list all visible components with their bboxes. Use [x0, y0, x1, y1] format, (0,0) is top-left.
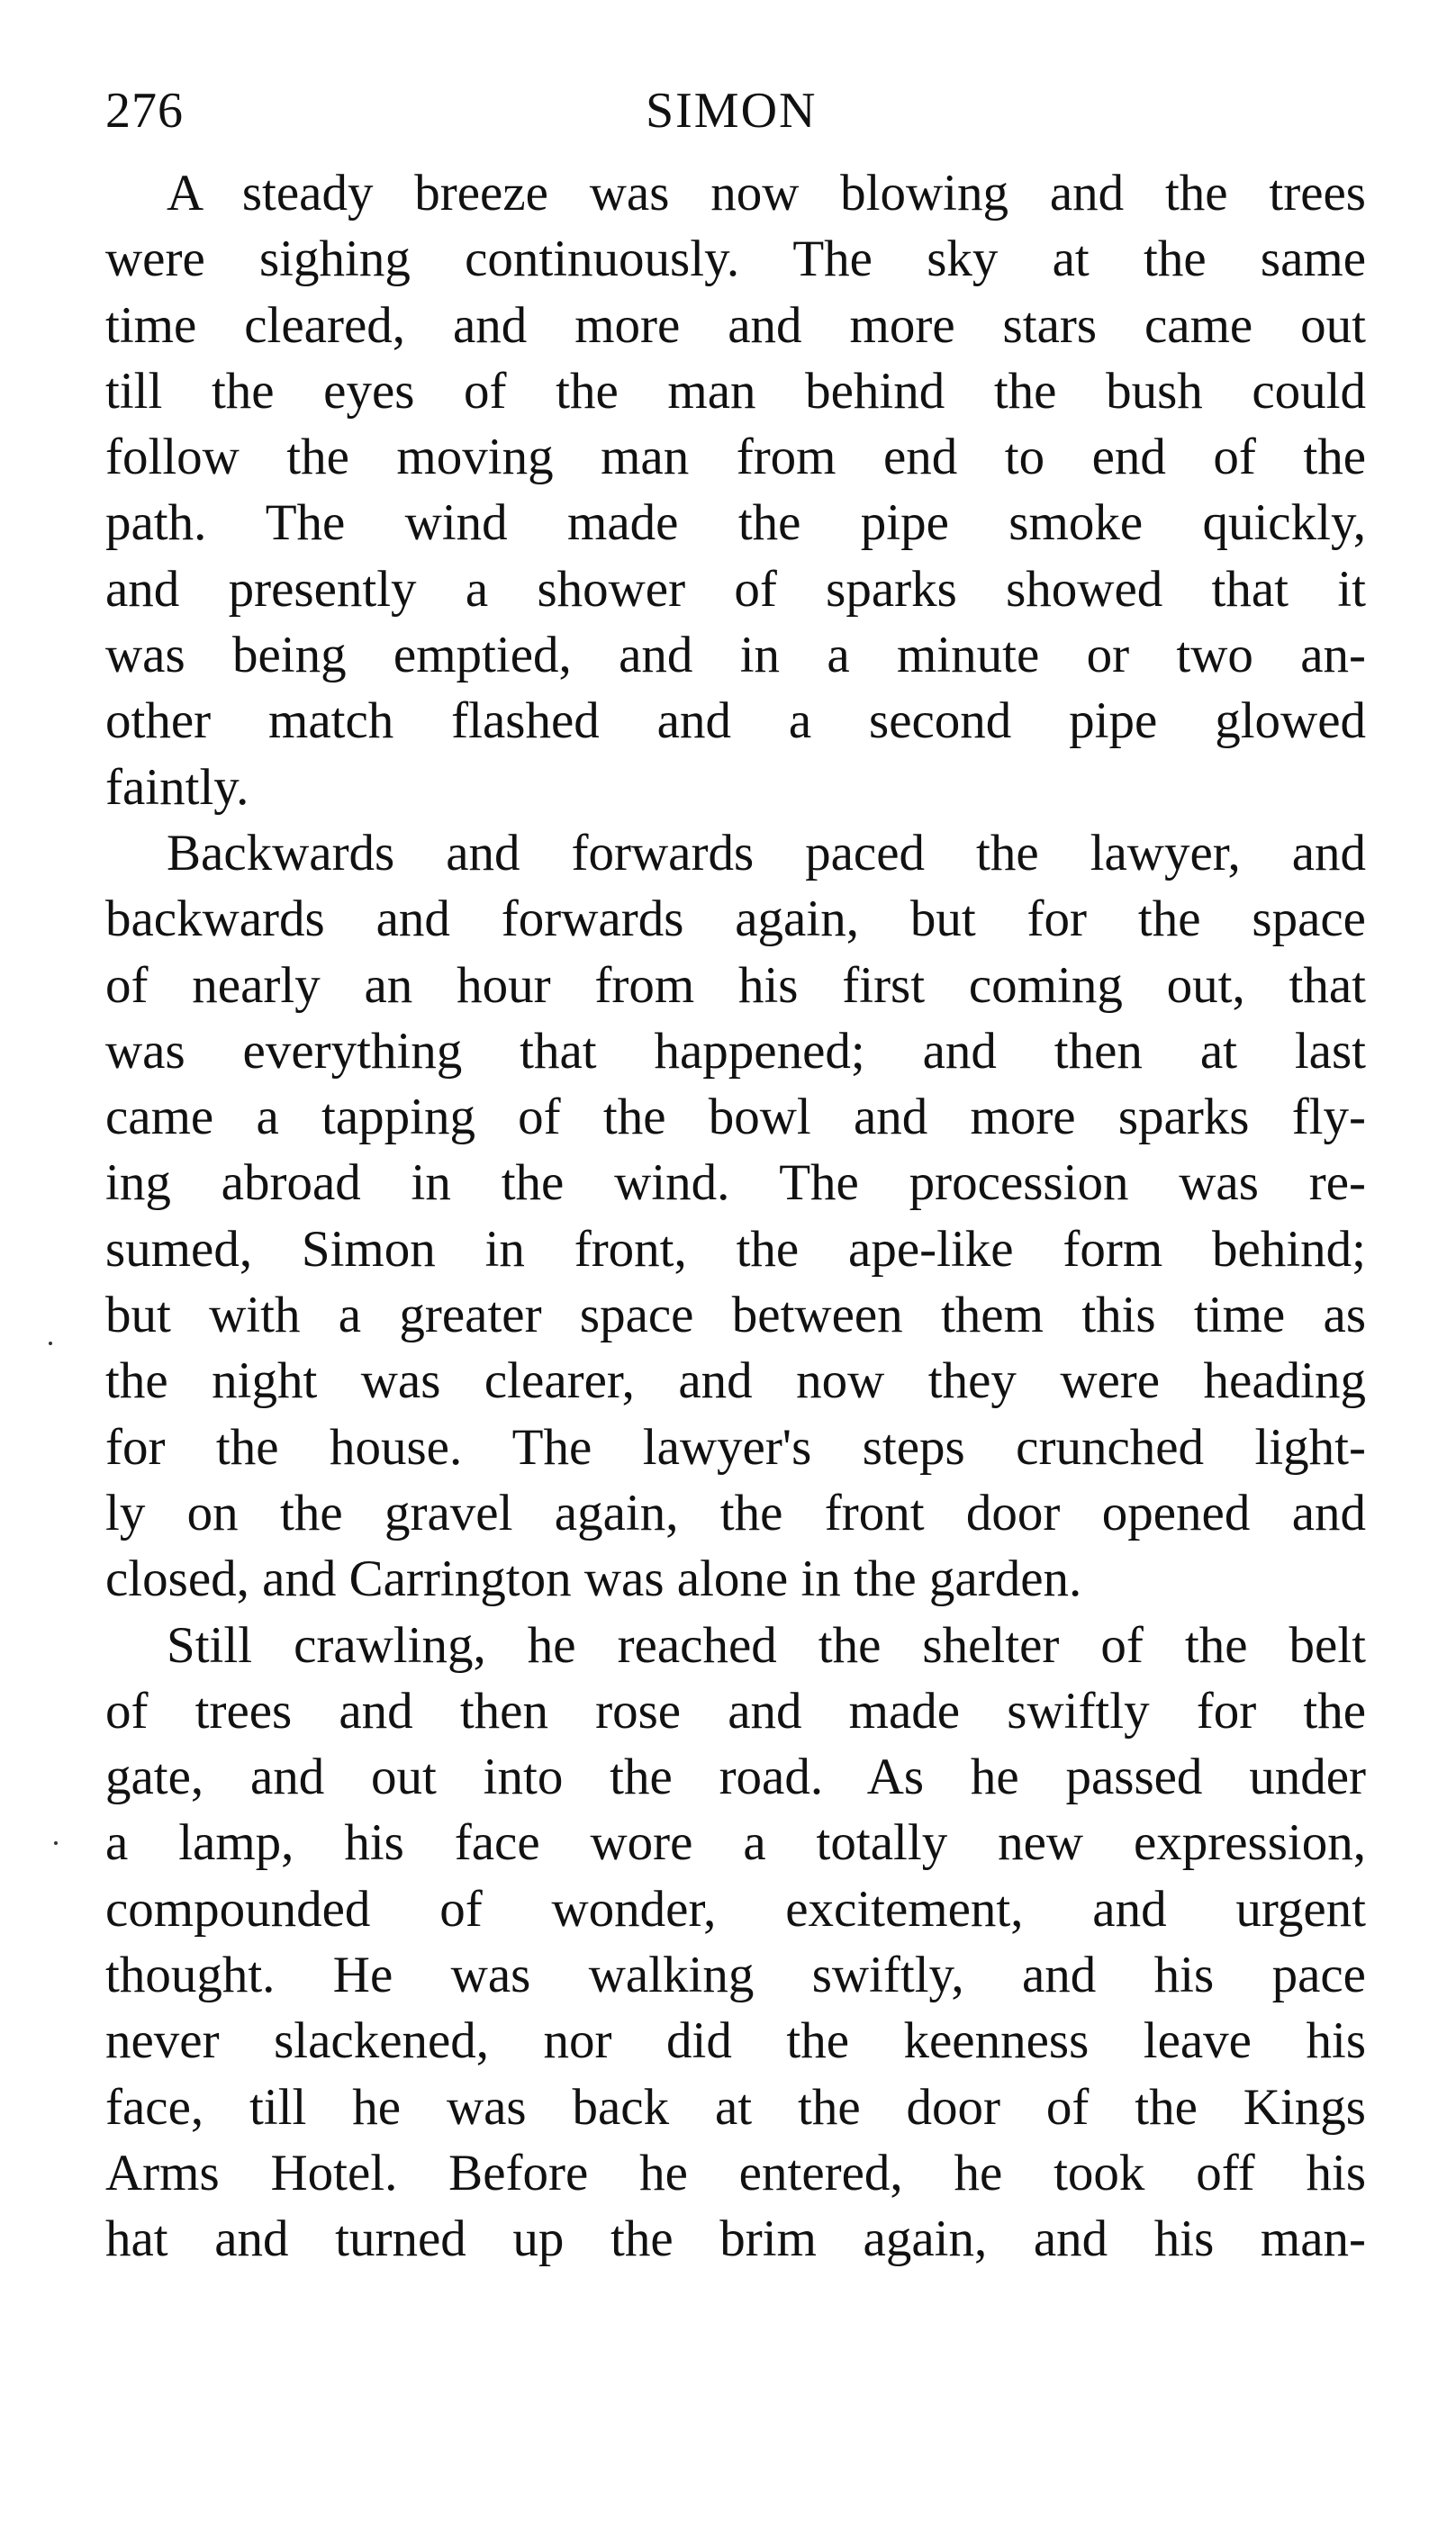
- text-line: was everything that happened; and then at last: [105, 1022, 1366, 1080]
- text-line: ing abroad in the wind. The procession was re-: [105, 1154, 1366, 1212]
- text-line: follow the moving man from end to end of the: [105, 429, 1366, 486]
- text-line: Still crawling, he reached the shelter of the belt: [167, 1616, 1366, 1674]
- running-head: [105, 79, 1366, 142]
- paragraph-2: [105, 820, 1366, 1613]
- text-line: Arms Hotel. Before he entered, he took off his: [105, 2144, 1366, 2201]
- text-line: was being emptied, and in a minute or two an-: [105, 627, 1366, 684]
- text-line: the night was clearer, and now they were heading: [105, 1352, 1366, 1410]
- page-number: 276: [105, 83, 184, 139]
- text-line: till the eyes of the man behind the bush could: [105, 362, 1366, 420]
- text-line: and presently a shower of sparks showed that it: [105, 560, 1366, 618]
- paragraph-1: [105, 160, 1366, 820]
- text-line: a lamp, his face wore a totally new expression,: [105, 1814, 1366, 1872]
- text-line: other match flashed and a second pipe glowed: [105, 692, 1366, 750]
- text-line: thought. He was walking swiftly, and his pace: [105, 1947, 1366, 2004]
- text-line: of trees and then rose and made swiftly for the: [105, 1682, 1366, 1740]
- running-title: SIMON: [646, 83, 818, 139]
- text-line: never slackened, nor did the keenness leave his: [105, 2012, 1366, 2070]
- body-text: [105, 160, 1366, 2273]
- text-line: backwards and forwards again, but for the space: [105, 890, 1366, 948]
- paragraph-3: [105, 1613, 1366, 2273]
- print-speck: [49, 1342, 52, 1345]
- text-line: A steady breeze was now blowing and the trees: [167, 165, 1366, 221]
- text-line: gate, and out into the road. As he passed under: [105, 1749, 1366, 1806]
- text-line: Backwards and forwards paced the lawyer, and: [167, 824, 1366, 881]
- print-speck: [54, 1841, 58, 1845]
- text-line: but with a greater space between them this time as: [105, 1287, 1366, 1344]
- text-line: hat and turned up the brim again, and his man-: [105, 2210, 1366, 2268]
- text-line: time cleared, and more and more stars came out: [105, 296, 1366, 354]
- text-line: for the house. The lawyer's steps crunched light-: [105, 1418, 1366, 1476]
- text-line: path. The wind made the pipe smoke quickly,: [105, 494, 1366, 552]
- text-line: of nearly an hour from his first coming out, that: [105, 956, 1366, 1014]
- text-line: came a tapping of the bowl and more sparks fly-: [105, 1089, 1366, 1146]
- text-line: were sighing continuously. The sky at the same: [105, 230, 1366, 288]
- text-line: ly on the gravel again, the front door opened and: [105, 1484, 1366, 1541]
- text-line: closed, and Carrington was alone in the garden.: [105, 1550, 1082, 1608]
- text-line: sumed, Simon in front, the ape-like form behind;: [105, 1220, 1366, 1278]
- text-line: face, till he was back at the door of the Kings: [105, 2078, 1366, 2136]
- text-line: compounded of wonder, excitement, and urgent: [105, 1880, 1366, 1938]
- text-line: faintly.: [105, 758, 249, 816]
